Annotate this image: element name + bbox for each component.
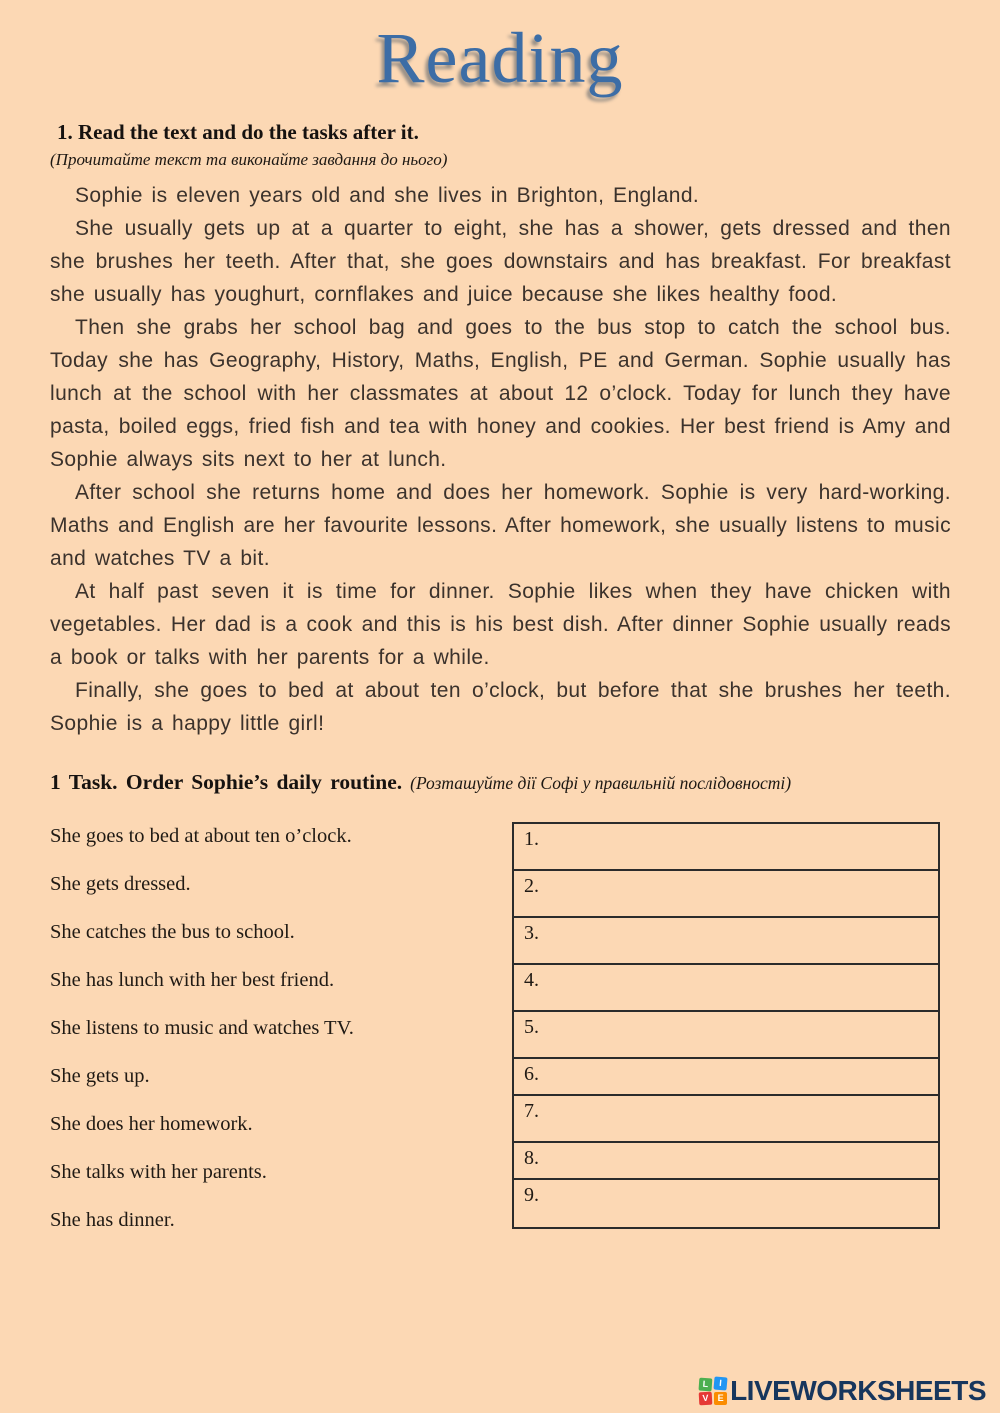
ordering-task-area [50,822,940,1256]
liveworksheets-brand: LIVEWORKSHEETS [730,1375,986,1406]
task-heading: 1 Task. Order Sophie’s daily routine. [50,770,403,794]
logo-tile-icon: L [699,1378,713,1392]
logo-tile-icon: I [714,1376,728,1390]
page-title: Reading [376,18,624,98]
answer-row[interactable] [514,1096,938,1143]
answer-table [512,822,940,1229]
answer-row[interactable] [514,965,938,1012]
logo-tile-icon: V [699,1392,713,1406]
reading-paragraph: She usually gets up at a quarter to eight, she has a shower, gets dressed and then she brushes her teeth. After that, she goes downstairs and has breakfast. For breakfast she usually has youghurt, cornflakes and juice because she likes healthy food. [50,217,951,306]
sentence-item: She has dinner. [50,1209,175,1231]
answer-row-number: 9. [524,1184,539,1206]
reading-paragraph: At half past seven it is time for dinner. Sophie likes when they have chicken with vegetables. Her dad is a cook and this is his best dish. After dinner Sophie usually reads a book or talks with her parents for a while. [50,580,951,669]
answer-row[interactable] [514,824,938,871]
reading-paragraph: Sophie is eleven years old and she lives in Brighton, England. [75,184,700,207]
sentence-item: She gets dressed. [50,873,191,895]
answer-row[interactable] [514,1143,938,1180]
task-heading-row [50,770,1000,795]
answer-row-number: 4. [524,969,539,991]
section1-heading: 1. Read the text and do the tasks after it. [57,120,419,144]
sentence-item: She does her homework. [50,1113,253,1135]
answer-row-number: 7. [524,1100,539,1122]
answer-row-number: 5. [524,1016,539,1038]
sentence-list [50,822,490,1256]
answer-row[interactable] [514,871,938,918]
sentence-item: She goes to bed at about ten o’clock. [50,825,352,847]
answer-row[interactable] [514,1059,938,1096]
reading-text [50,179,951,740]
sentence-item: She has lunch with her best friend. [50,969,335,991]
liveworksheets-logo-icon [699,1377,727,1405]
footer [699,1375,986,1407]
answer-row-number: 8. [524,1147,539,1169]
answer-row-number: 1. [524,828,539,850]
reading-paragraph: Finally, she goes to bed at about ten o’clock, but before that she brushes her teeth. Sophie is a happy little girl! [50,679,951,735]
reading-paragraph: Then she grabs her school bag and goes to the bus stop to catch the school bus. Today she has Geography, History, Maths, English, PE and German. Sophie usually has lunch at the school with her classmates at about 12 o’clock. Today for lunch they have pasta, boiled eggs, fried fish and tea with honey and cookies. Her best friend is Amy and Sophie always sits next to her at lunch. [50,316,951,471]
sentence-item: She gets up. [50,1065,150,1087]
logo-tile-icon: E [714,1392,727,1405]
sentence-item: She listens to music and watches TV. [50,1017,354,1039]
section1-subheading: (Прочитайте текст та виконайте завдання до нього) [50,150,448,169]
answer-row[interactable] [514,1180,938,1227]
answer-row[interactable] [514,918,938,965]
answer-row-number: 2. [524,875,539,897]
answer-row-number: 3. [524,922,539,944]
sentence-item: She talks with her parents. [50,1161,267,1183]
sentence-item: She catches the bus to school. [50,921,295,943]
answer-row-number: 6. [524,1063,539,1085]
answer-row[interactable] [514,1012,938,1059]
task-subheading: (Розташуйте дії Софі у правильній послідовності) [410,773,792,793]
reading-paragraph: After school she returns home and does her homework. Sophie is very hard-working. Maths and English are her favourite lessons. After homework, she usually listens to music and watches TV a bit. [50,481,951,570]
